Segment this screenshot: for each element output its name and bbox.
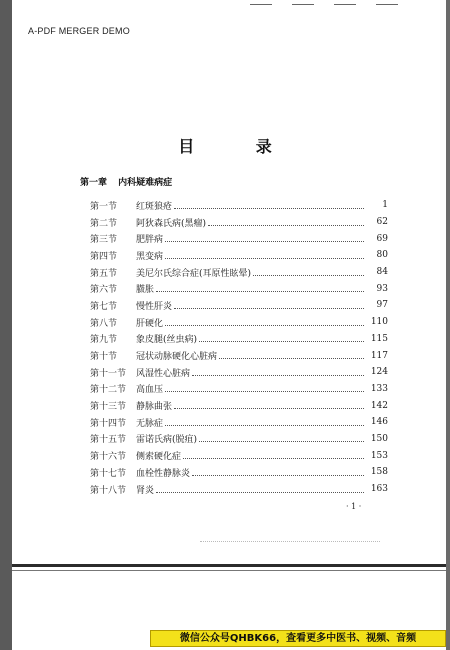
toc-leader-dots (165, 325, 364, 326)
toc-page-number: 158 (370, 467, 388, 478)
toc-leader-dots (192, 375, 364, 376)
toc-section-number: 第五节 (90, 268, 118, 279)
toc-page-number: 142 (370, 400, 388, 411)
toc-section-title: 血栓性静脉炎 (136, 468, 191, 479)
toc-section-title: 无脉症 (136, 418, 164, 429)
toc-row (90, 347, 388, 364)
toc-section-number: 第十二节 (90, 385, 127, 396)
toc-row (90, 381, 388, 398)
toc-leader-dots (165, 425, 364, 426)
toc-row (90, 397, 388, 414)
toc-row (90, 197, 388, 214)
toc-leader-dots (156, 291, 364, 292)
toc-section-title: 臌胀 (136, 285, 155, 296)
chapter-heading (80, 175, 172, 188)
toc-page-number: 124 (370, 367, 388, 378)
toc-row (90, 431, 388, 448)
toc-leader-dots (199, 441, 364, 442)
chapter-label: 第一章 (80, 178, 108, 188)
toc-page-number: 117 (370, 350, 388, 361)
watermark-text: A-PDF MERGER DEMO (28, 26, 130, 36)
toc-leader-dots (174, 308, 364, 309)
toc-section-number: 第八节 (90, 318, 118, 329)
toc-page-number: 163 (370, 484, 388, 495)
toc-section-number: 第十八节 (90, 485, 127, 496)
promo-banner: 微信公众号QHBK66，查看更多中医书、视频、音频 (150, 630, 446, 647)
toc-section-number: 第十六节 (90, 452, 127, 463)
toc-row (90, 414, 388, 431)
toc-section-number: 第七节 (90, 301, 118, 312)
page-number: · 1 · (346, 502, 362, 511)
toc-row (90, 264, 388, 281)
toc-row (90, 447, 388, 464)
toc-section-title: 黑变病 (136, 251, 164, 262)
toc-leader-dots (208, 225, 364, 226)
toc-page-number: 110 (370, 317, 388, 328)
toc-row (90, 214, 388, 231)
toc-list (90, 197, 388, 497)
toc-section-number: 第十四节 (90, 418, 127, 429)
toc-leader-dots (174, 208, 364, 209)
toc-section-number: 第四节 (90, 251, 118, 262)
toc-section-number: 第十一节 (90, 368, 127, 379)
toc-section-number: 第十三节 (90, 402, 127, 413)
toc-section-number: 第一节 (90, 201, 118, 212)
toc-section-title: 红斑狼疮 (136, 201, 173, 212)
page-bottom-edge (12, 564, 446, 567)
toc-leader-dots (156, 492, 364, 493)
toc-section-number: 第十节 (90, 352, 118, 363)
toc-title: 目 录 (178, 137, 300, 156)
toc-leader-dots (199, 341, 364, 342)
toc-section-title: 高血压 (136, 385, 164, 396)
toc-row (90, 331, 388, 348)
toc-leader-dots (165, 391, 364, 392)
toc-page-number: 97 (376, 300, 388, 311)
toc-row (90, 314, 388, 331)
toc-section-title: 慢性肝炎 (136, 301, 173, 312)
toc-row (90, 464, 388, 481)
toc-leader-dots (165, 241, 364, 242)
toc-leader-dots (219, 358, 364, 359)
toc-section-title: 雷诺氏病(脱疽) (136, 435, 198, 446)
toc-section-title: 象皮腿(丝虫病) (136, 335, 198, 346)
toc-page-number: 153 (370, 450, 388, 461)
toc-section-number: 第十五节 (90, 435, 127, 446)
toc-row (90, 364, 388, 381)
chapter-name: 内科疑难病症 (118, 178, 173, 188)
toc-page-number: 84 (376, 267, 388, 278)
toc-row (90, 230, 388, 247)
toc-section-title: 静脉曲张 (136, 402, 173, 413)
toc-section-number: 第二节 (90, 218, 118, 229)
next-page-top-edge (12, 570, 446, 571)
toc-section-number: 第十七节 (90, 468, 127, 479)
toc-section-title: 阿狄森氏病(黑瘤) (136, 218, 207, 229)
scan-artifact-line (200, 540, 380, 542)
toc-page-number: 146 (370, 417, 388, 428)
toc-leader-dots (174, 408, 364, 409)
toc-page-number: 62 (376, 217, 388, 228)
toc-leader-dots (165, 258, 364, 259)
viewer-left-border (0, 0, 12, 650)
toc-row (90, 481, 388, 498)
toc-page-number: 80 (376, 250, 388, 261)
toc-section-number: 第六节 (90, 285, 118, 296)
viewer-scrollbar[interactable] (446, 0, 450, 650)
toc-page-number: 1 (382, 200, 388, 211)
toc-section-title: 风湿性心脏病 (136, 368, 191, 379)
toc-row (90, 280, 388, 297)
toc-section-number: 第九节 (90, 335, 118, 346)
toc-section-title: 肝硬化 (136, 318, 164, 329)
toc-section-title: 美尼尔氏综合症(耳原性眩晕) (136, 268, 252, 279)
toc-leader-dots (183, 458, 364, 459)
toc-leader-dots (192, 475, 364, 476)
toc-row (90, 247, 388, 264)
toc-section-title: 肥胖病 (136, 235, 164, 246)
toc-page-number: 115 (370, 333, 388, 344)
previous-page-remnant (250, 4, 400, 6)
toc-page-number: 93 (376, 283, 388, 294)
toc-page-number: 69 (376, 233, 388, 244)
toc-page-number: 133 (370, 383, 388, 394)
toc-row (90, 297, 388, 314)
toc-page-number: 150 (370, 433, 388, 444)
toc-section-title: 肾炎 (136, 485, 155, 496)
toc-leader-dots (253, 275, 364, 276)
toc-section-number: 第三节 (90, 235, 118, 246)
toc-section-title: 侧索硬化症 (136, 452, 182, 463)
toc-section-title: 冠状动脉硬化心脏病 (136, 352, 218, 363)
